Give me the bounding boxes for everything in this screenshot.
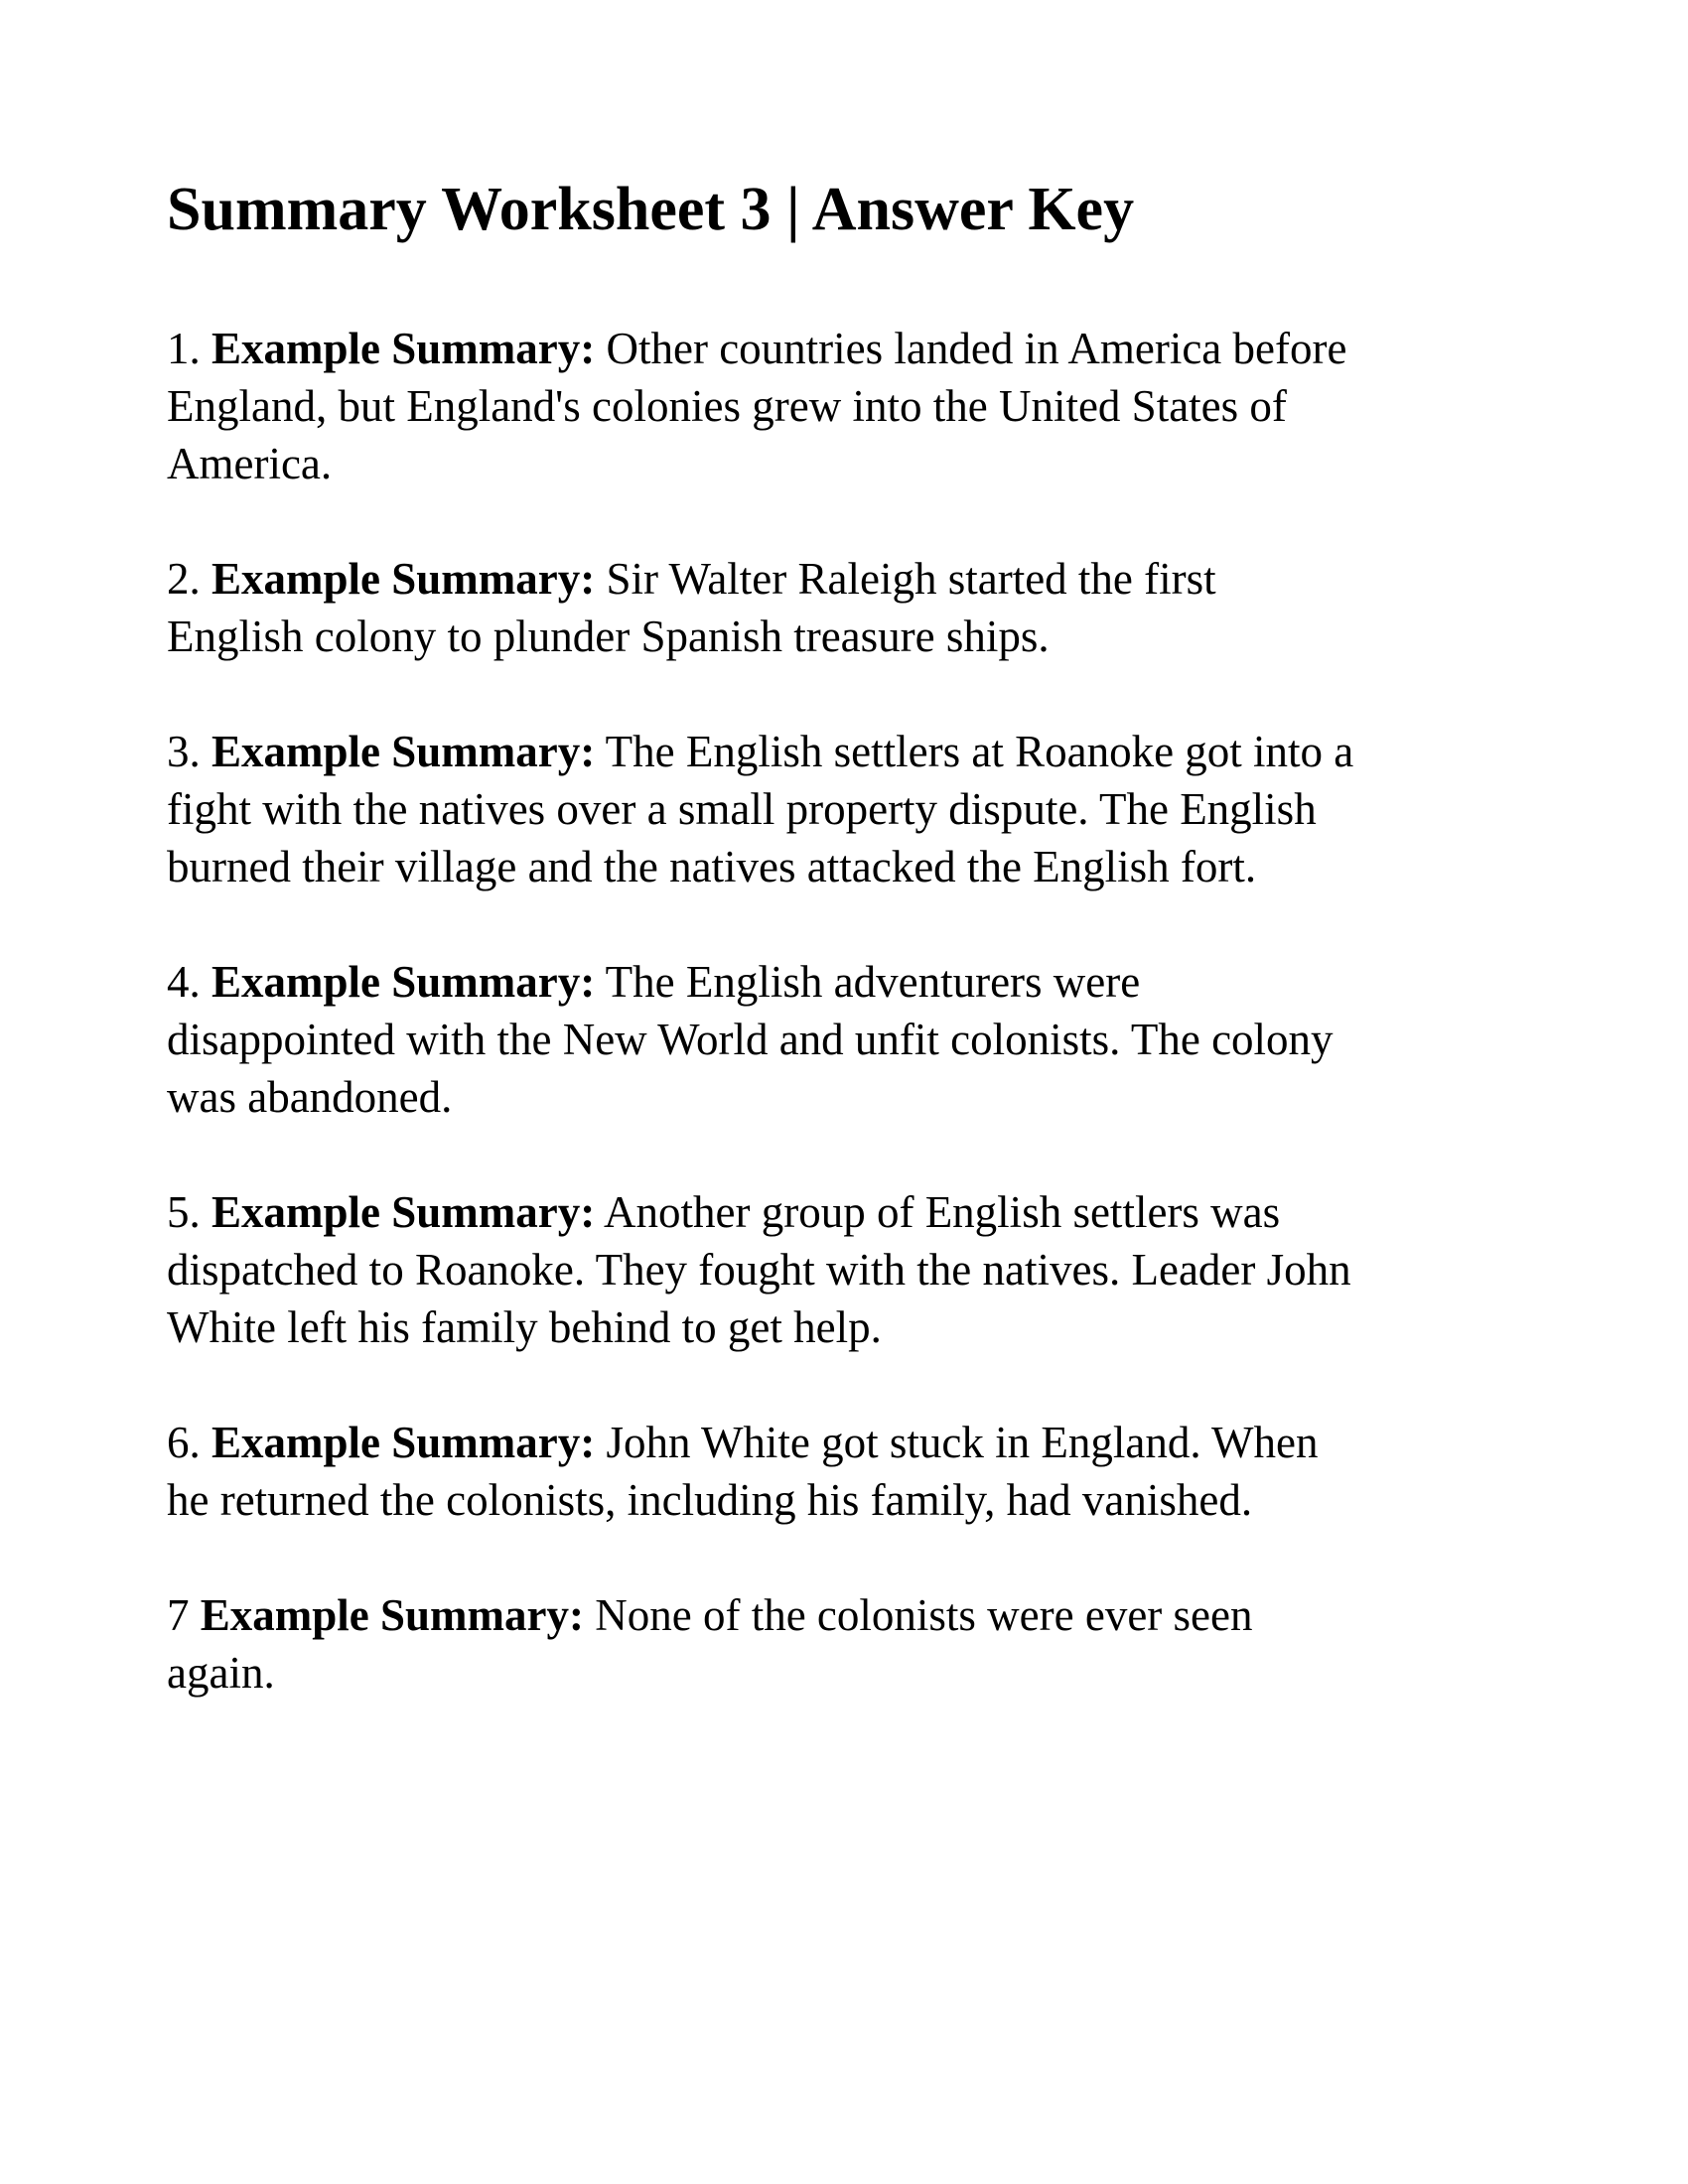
summary-item-3 (167, 723, 1557, 895)
paragraph-line: England, but England's colonies grew into the United States of (167, 381, 1287, 432)
paragraph-line: fight with the natives over a small property dispute. The English (167, 784, 1317, 835)
item-number: 7 (167, 1590, 190, 1641)
paragraph-line: English colony to plunder Spanish treasure ships. (167, 612, 1050, 662)
item-label: Example Summary: (200, 727, 596, 777)
item-label: Example Summary: (200, 1187, 596, 1238)
summary-item-2 (167, 550, 1557, 665)
paragraph-line: burned their village and the natives attacked the English fort. (167, 842, 1257, 892)
paragraph-line (167, 953, 1557, 1011)
item-number: 6. (167, 1418, 201, 1468)
item-text: Another group of English settlers was (595, 1187, 1281, 1238)
paragraph-line: America. (167, 439, 333, 489)
item-text: None of the colonists were ever seen (584, 1590, 1253, 1641)
item-label: Example Summary: (200, 554, 596, 605)
item-label: Example Summary: (200, 957, 596, 1008)
page-title: Summary Worksheet 3 | Answer Key (167, 176, 1135, 243)
paragraph-line (167, 550, 1557, 608)
item-text: Sir Walter Raleigh started the first (595, 554, 1216, 605)
item-number: 1. (167, 324, 201, 374)
paragraph-line: again. (167, 1648, 275, 1699)
summary-item-7 (167, 1586, 1557, 1702)
summary-item-6 (167, 1414, 1557, 1529)
paragraph-line (167, 320, 1557, 377)
paragraph-line: White left his family behind to get help. (167, 1302, 882, 1353)
paragraph-line (167, 1586, 1557, 1644)
summary-item-4 (167, 953, 1557, 1126)
paragraph-line: disappointed with the New World and unfit colonists. The colony (167, 1015, 1334, 1065)
item-text: Other countries landed in America before (595, 324, 1347, 374)
paragraph-line (167, 723, 1557, 780)
paragraph-line (167, 1414, 1557, 1471)
item-number: 4. (167, 957, 201, 1008)
item-text: The English adventurers were (595, 957, 1141, 1008)
summary-item-1 (167, 320, 1557, 492)
paragraph-line: he returned the colonists, including his family, had vanished. (167, 1475, 1253, 1526)
paragraph-line: dispatched to Roanoke. They fought with the natives. Leader John (167, 1245, 1351, 1296)
item-label: Example Summary: (200, 324, 596, 374)
item-number: 5. (167, 1187, 201, 1238)
summary-item-5 (167, 1183, 1557, 1356)
item-number: 2. (167, 554, 201, 605)
item-label: Example Summary: (189, 1590, 584, 1641)
item-text: John White got stuck in England. When (595, 1418, 1319, 1468)
item-text: The English settlers at Roanoke got into a (595, 727, 1354, 777)
paragraph-line (167, 1183, 1557, 1241)
paragraph-line: was abandoned. (167, 1072, 453, 1123)
item-number: 3. (167, 727, 201, 777)
item-label: Example Summary: (200, 1418, 596, 1468)
document-page (167, 175, 1557, 1759)
